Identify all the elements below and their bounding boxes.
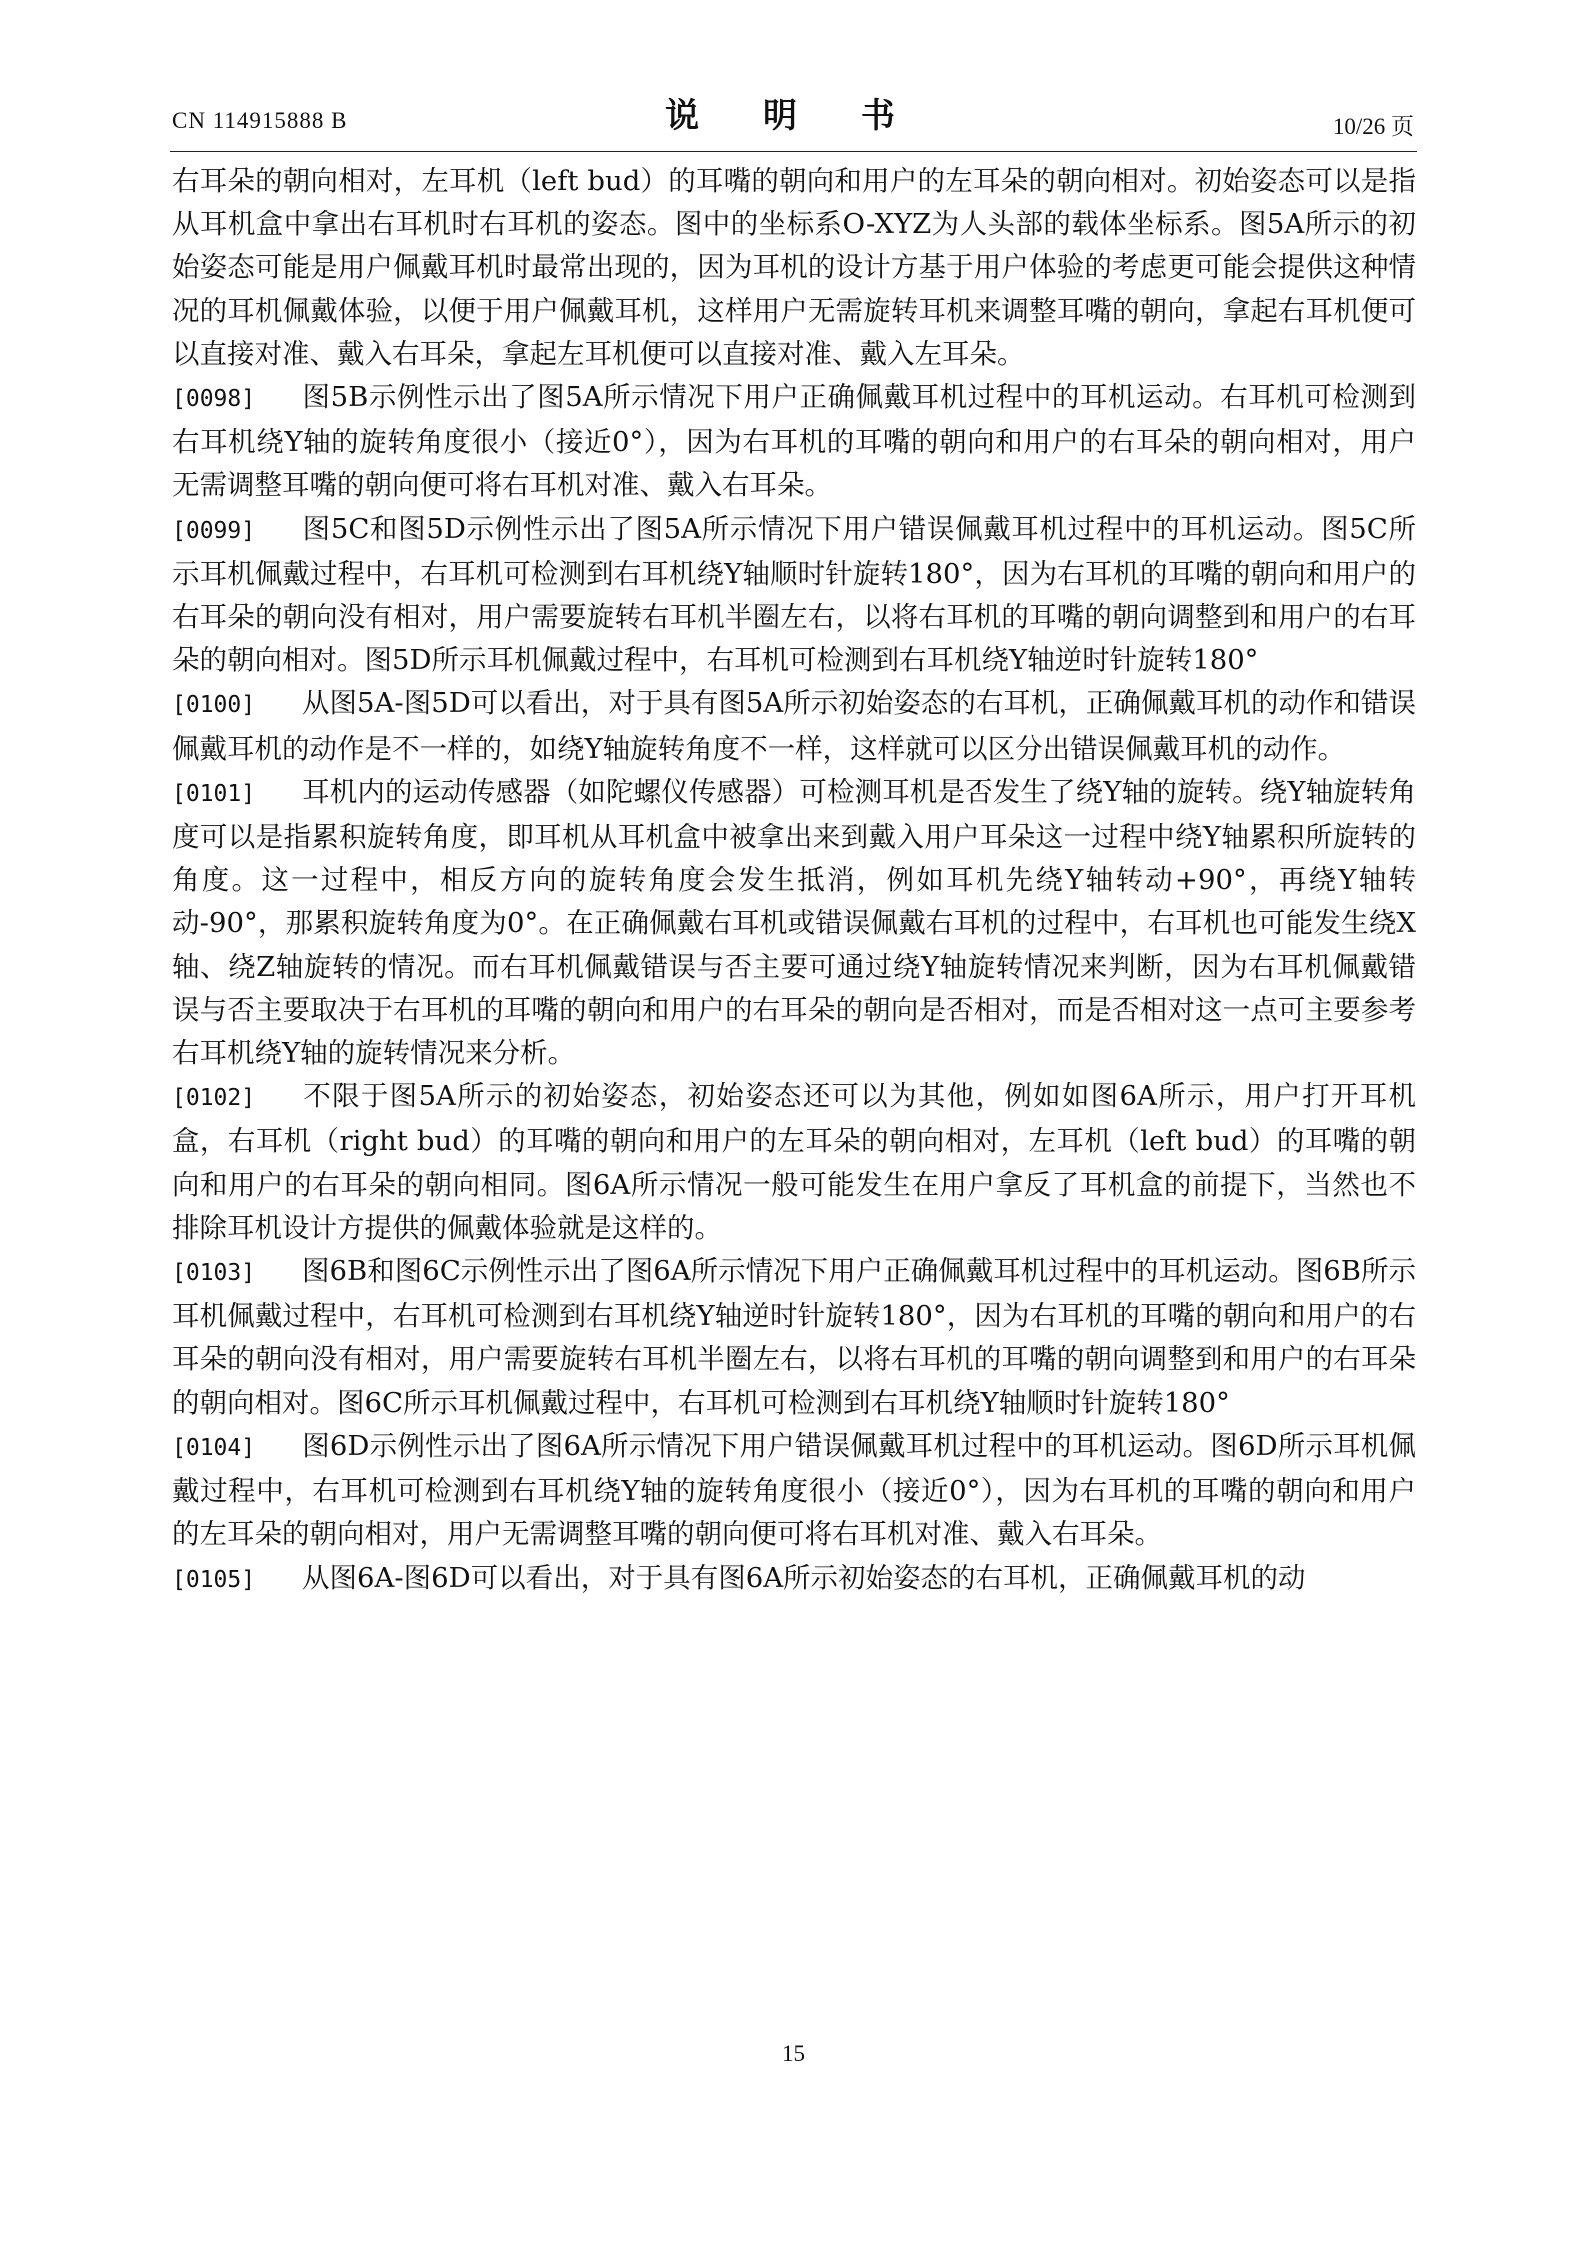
paragraph-continuation (172, 160, 1416, 376)
paragraph-number: [0104] (172, 1434, 256, 1461)
paragraph-number: [0102] (172, 1085, 256, 1112)
paragraph-text: 图6D示例性示出了图6A所示情况下用户错误佩戴耳机过程中的耳机运动。图6D所示耳机佩戴过程中，右耳机可检测到右耳机绕Y轴的旋转角度很小（接近0°），因为右耳机的耳嘴的朝向和用户的左耳朵的朝向相对，用户无需调整耳嘴的朝向便可将右耳机对准、戴入右耳朵。 (172, 1429, 1416, 1551)
paragraph-0098 (172, 376, 1416, 508)
paragraph-0099 (172, 508, 1416, 683)
page-number: 15 (782, 2041, 805, 2066)
paragraph-text: 右耳朵的朝向相对，左耳机（left bud）的耳嘴的朝向和用户的左耳朵的朝向相对。初始姿态可以是指从耳机盒中拿出右耳机时右耳机的姿态。图中的坐标系O-XYZ为人头部的载体坐标系。图5A所示的初始姿态可能是用户佩戴耳机时最常出现的，因为耳机的设计方基于用户体验的考虑更可能会提供这种情况的耳机佩戴体验，以便于用户佩戴耳机，这样用户无需旋转耳机来调整耳嘴的朝向，拿起右耳机便可以直接对准、戴入右耳朵，拿起左耳机便可以直接对准、戴入左耳朵。 (172, 165, 1416, 370)
page-indicator: 10/26 页 (1332, 114, 1414, 139)
paragraph-0101 (172, 771, 1416, 1075)
paragraph-0100 (172, 682, 1416, 770)
paragraph-0102 (172, 1075, 1416, 1250)
paragraph-number: [0100] (172, 692, 256, 719)
paragraph-text: 不限于图5A所示的初始姿态，初始姿态还可以为其他，例如如图6A所示，用户打开耳机盒，右耳机（right bud）的耳嘴的朝向和用户的左耳朵的朝向相对，左耳机（left bud）的耳嘴的朝向和用户的右耳朵的朝向相同。图6A所示情况一般可能发生在用户拿反了耳机盒的前提下，当然也不排除耳机设计方提供的佩戴体验就是这样的。 (172, 1080, 1416, 1244)
paragraph-number: [0101] (172, 780, 256, 807)
patent-number: CN 114915888 B (172, 108, 348, 133)
paragraph-0105 (172, 1557, 1416, 1602)
paragraph-number: [0103] (172, 1260, 256, 1287)
paragraph-number: [0098] (172, 386, 256, 413)
document-body (172, 160, 1416, 1602)
paragraph-text: 耳机内的运动传感器（如陀螺仪传感器）可检测耳机是否发生了绕Y轴的旋转。绕Y轴旋转角度可以是指累积旋转角度，即耳机从耳机盒中被拿出来到戴入用户耳朵这一过程中绕Y轴累积所旋转的角度。这一过程中，相反方向的旋转角度会发生抵消，例如耳机先绕Y轴转动+90°，再绕Y轴转动-90°，那累积旋转角度为0°。在正确佩戴右耳机或错误佩戴右耳机的过程中，右耳机也可能发生绕X轴、绕Z轴旋转的情况。而右耳机佩戴错误与否主要可通过绕Y轴旋转情况来判断，因为右耳机佩戴错误与否主要取决于右耳机的耳嘴的朝向和用户的右耳朵的朝向是否相对，而是否相对这一点可主要参考右耳机绕Y轴的旋转情况来分析。 (172, 775, 1416, 1070)
paragraph-text: 图5B示例性示出了图5A所示情况下用户正确佩戴耳机过程中的耳机运动。右耳机可检测到右耳机绕Y轴的旋转角度很小（接近0°），因为右耳机的耳嘴的朝向和用户的右耳朵的朝向相对，用户无需调整耳嘴的朝向便可将右耳机对准、戴入右耳朵。 (172, 381, 1416, 502)
paragraph-number: [0105] (172, 1566, 256, 1593)
paragraph-text: 从图6A-图6D可以看出，对于具有图6A所示初始姿态的右耳机，正确佩戴耳机的动 (302, 1561, 1306, 1594)
paragraph-number: [0099] (172, 517, 256, 544)
page-header (172, 88, 1414, 148)
paragraph-text: 图5C和图5D示例性示出了图5A所示情况下用户错误佩戴耳机过程中的耳机运动。图5C所示耳机佩戴过程中，右耳机可检测到右耳机绕Y轴顺时针旋转180°，因为右耳机的耳嘴的朝向和用户的右耳朵的朝向没有相对，用户需要旋转右耳机半圈左右，以将右耳机的耳嘴的朝向调整到和用户的右耳朵的朝向相对。图5D所示耳机佩戴过程中，右耳机可检测到右耳机绕Y轴逆时针旋转180° (172, 512, 1416, 677)
paragraph-text: 图6B和图6C示例性示出了图6A所示情况下用户正确佩戴耳机过程中的耳机运动。图6B所示耳机佩戴过程中，右耳机可检测到右耳机绕Y轴逆时针旋转180°，因为右耳机的耳嘴的朝向和用户的右耳朵的朝向没有相对，用户需要旋转右耳机半圈左右，以将右耳机的耳嘴的朝向调整到和用户的右耳朵的朝向相对。图6C所示耳机佩戴过程中，右耳机可检测到右耳机绕Y轴顺时针旋转180° (172, 1255, 1416, 1419)
header-divider (170, 151, 1417, 152)
paragraph-0103 (172, 1250, 1416, 1425)
document-title: 说 明 书 (665, 96, 921, 136)
paragraph-text: 从图5A-图5D可以看出，对于具有图5A所示初始姿态的右耳机，正确佩戴耳机的动作和错误佩戴耳机的动作是不一样的，如绕Y轴旋转角度不一样，这样就可以区分出错误佩戴耳机的动作。 (172, 687, 1416, 765)
paragraph-0104 (172, 1425, 1416, 1557)
